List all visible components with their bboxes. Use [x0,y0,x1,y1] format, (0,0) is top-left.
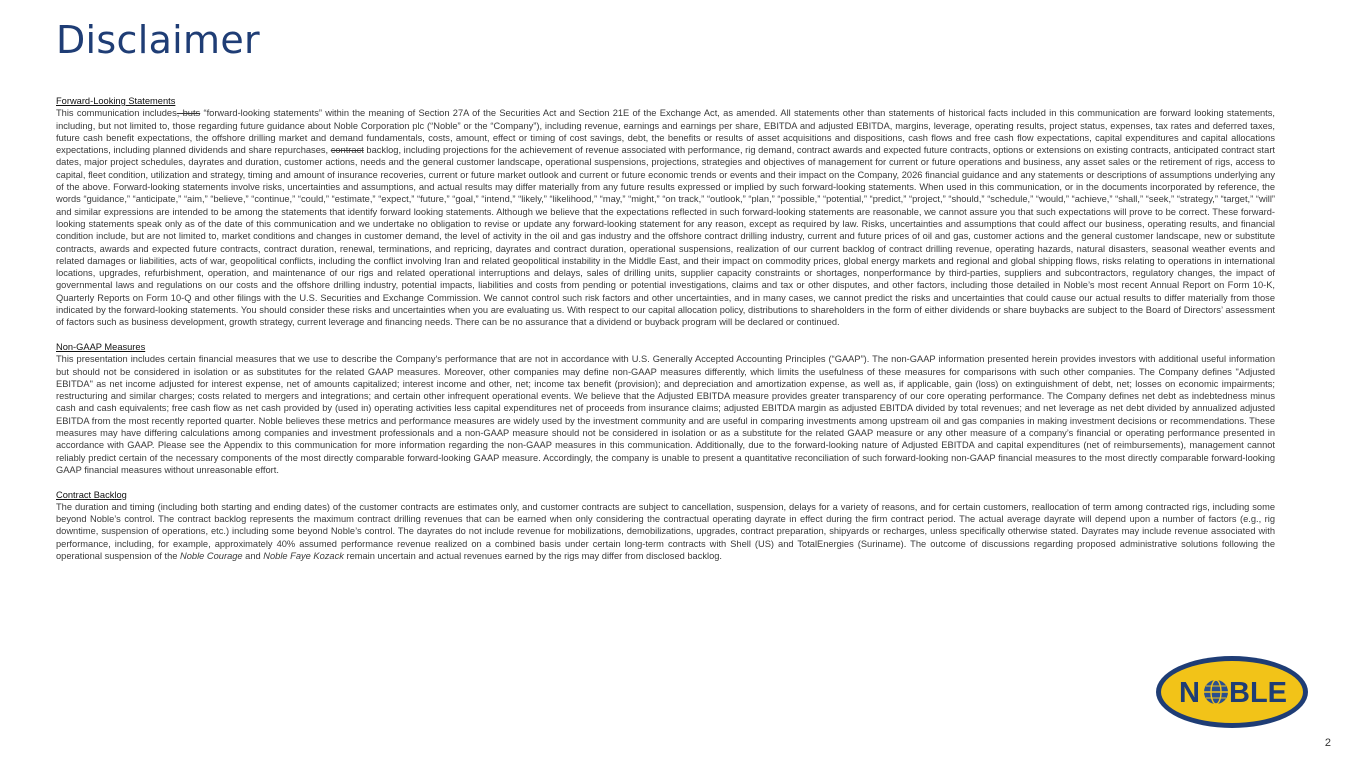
page-title: Disclaimer [56,18,260,62]
forward-looking-text-1: This communication includes [56,108,177,119]
disclaimer-content [56,95,1275,575]
logo-text-right: BLE [1229,677,1287,709]
strikethrough-text: contract [330,145,364,156]
contract-backlog-body [56,501,1275,562]
contract-backlog-text-2: remain uncertain and actual revenues earned by the rigs may differ from disclosed backlog. [343,550,723,561]
forward-looking-body [56,107,1275,328]
conjunction-text: and [242,550,264,561]
page-number: 2 [1324,737,1331,749]
contract-backlog-heading: Contract Backlog [56,489,127,500]
forward-looking-heading: Forward-Looking Statements [56,96,176,106]
forward-looking-text-3: backlog, including projections for the achievement of revenue associated with performance, rig demand, contract awards and expected future contracts, options or extensions on existing contracts, anticipated contract start dates, major project schedules, dayrates and duration, customer actions, needs and the general customer landscape, operational suspensions, projections, strategies and objectives of management for current or future operations and business, any asset sales or the retirement of rigs, access to capital, fleet condition, utilization and strategy, timing and amount of insurance recoveries, current or future market outlook and current or future economic trends or events and their impact on the Company, 2026 financial guidance and any statements or descriptions of assumptions underlying any of the above. Forward-looking statements involve risks, uncertainties and assumptions, and actual results may differ materially from any future results expressed or implied by such forward-looking statements. When used in this communication, or in the documents incorporated by reference, the words “guidance,” “anticipate,” “aim,” “believe,” “continue,” “could,” “estimate,” “expect,” “future,” “goal,” “intend,” “likely,” “likelihood,” “may,” “might,” “on track,” “outlook,” “plan,” “possible,” “potential,” “predict,” “project,” “should,” “schedule,” “would,” “achieve,” “shall,” “seek,” “strategy,” “target,” “will” and similar expressions are intended to be among the statements that identify forward looking statements. Although we believe that the expectations reflected in such forward-looking statements are reasonable, we cannot assure you that such expectations will prove to be correct. These forward-looking statements speak only as of the date of this communication and we undertake no obligation to revise or update any forward-looking statement for any reason, except as required by law. Risks, uncertainties and assumptions that could affect our business, operating results, and financial condition include, but are not limited to, market conditions and changes in customer demand, the level of activity in the oil and gas industry and the offshore contract drilling industry, current and future prices of oil and gas, customer actions and the general customer landscape, new or substitute contracts, awards and expected future contracts, contract duration, renewal, terminations, and repricing, dayrates and contract duration, operational suspensions, realization of our current backlog of contract drilling revenue, operating hazards, natural disasters, seasonal weather events and related damages or liabilities, acts of war, geopolitical conflicts, including the conflict involving Iran and related geopolitical instability in the Middle East, and their impact on commodity prices, global energy markets and regional and global shipping flows, risks relating to operations in international locations, upgrades, refurbishment, operation, and maintenance of our rigs and related operational interruptions and delays, sales of drilling units, supplier capacity constraints or shortages, nonperformance by third-parties, suppliers and subcontractors, regulatory changes, the impact of governmental laws and regulations on our costs and the offshore drilling industry, potential impacts, liabilities and costs from pending or potential investigations, claims and tax or other disputes, and other factors, including those detailed in Noble’s most recent Annual Report on Form 10-K, Quarterly Reports on Form 10-Q and other filings with the U.S. Securities and Exchange Commission. We cannot control such risk factors and other uncertainties, and in many cases, we cannot predict the risks and uncertainties that could cause our actual results to differ materially from those indicated by the forward-looking statements. You should consider these risks and uncertainties when you are evaluating us. With respect to our capital allocation policy, distributions to shareholders in the form of either dividends or share buybacks are subject to the Board of Directors’ assessment of factors such as business development, growth strategy, current leverage and financing needs. There can be no assurance that a dividend or buyback program will be declared or continued. [56,145,1275,328]
forward-looking-text-2: “forward-looking statements” within the meaning of Section 27A of the Securities Act and Section 21E of the Exchange Act, as amended. All statements other than statements of historical facts included in this communication are forward looking statements, including, but not limited to, those regarding future guidance about Noble Corporation plc (“Noble” or the “Company”), including revenue, earnings and earnings per share, EBITDA and adjusted EBITDA, margins, leverage, operating results, project status, expenses, tax rates and deferred taxes, future cash benefit expectations, the offshore drilling market and demand fundamentals, costs, amount, effect or timing of cost savings, debt, the benefits or results of asset acquisitions and dispositions, cash flows and free cash flow expectations, capital expenditures and capital allocations expectations, including planned dividends and share repurchases, [56,108,1275,156]
noble-logo [1155,655,1309,729]
logo-text-left: N [1179,677,1200,709]
rig-name: Noble Courage [180,550,243,561]
globe-icon [1204,680,1228,704]
non-gaap-heading: Non-GAAP Measures [56,341,146,352]
non-gaap-body: This presentation includes certain financial measures that we use to describe the Company's performance that are not in accordance with U.S. Generally Accepted Accounting Principles (“GAAP”). The non-GAAP information presented herein provides investors with additional useful information but should not be considered in isolation or as substitutes for the related GAAP measures. Moreover, other companies may define non-GAAP measures differently, which limits the usefulness of these measures for comparisons with such other companies. The Company defines "Adjusted EBITDA" as net income adjusted for interest expense, net of amounts capitalized; interest income and other, net; income tax benefit (provision); and depreciation and amortization expense, as well as, if applicable, gain (loss) on extinguishment of debt, net; losses on economic impairments; restructuring and similar charges; costs related to mergers and integrations; and certain other infrequent operational events. We believe that the Adjusted EBITDA measure provides greater transparency of our core operating performance. The Company defines net debt as indebtedness minus cash and cash equivalents; free cash flow as net cash provided by (used in) operating activities less capital expenditures net of proceeds from insurance claims; adjusted EBITDA margin as adjusted EBITDA divided by total revenues; and net leverage as net debt divided by annualized adjusted EBITDA from the most recently reported quarter. Noble believes these metrics and performance measures are widely used by the investment community and are useful in comparing investments among upstream oil and gas companies in making investment decisions or recommendations. These measures may have differing calculations among companies and investment professionals and a non-GAAP measure should not be considered in isolation or as a substitute for the related GAAP measure or any other measure of a company’s financial or operating performance presented in accordance with GAAP. Please see the Appendix to this communication for more information regarding the non-GAAP measures in this communication. Additionally, due to the forward-looking nature of Adjusted EBITDA and capital expenditures (net of reimbursements), management cannot reliably predict certain of the necessary components of the most directly comparable forward-looking GAAP measure. Accordingly, the company is unable to present a quantitative reconciliation of such forward-looking non-GAAP financial measures to the most directly comparable forward-looking GAAP financial measures without unreasonable effort. [56,354,1275,475]
strikethrough-text: , buts [176,108,201,119]
rig-name: Noble Faye Kozack [263,550,344,561]
contract-backlog-text-1: The duration and timing (including both starting and ending dates) of the customer contracts are estimates only, and customer contracts are subject to cancellation, suspension, delays for a variety of reasons, and for certain customers, reallocation of term among contracted rigs, including some beyond Noble’s control. The contract backlog represents the maximum contract drilling revenues that can be earned when only considering the contractual operating dayrate in effect during the firm contract period. The actual average dayrate will depend upon a number of factors (e.g., rig downtime, suspension of operations, etc.) including some beyond Noble’s control. The dayrates do not include revenue for mobilizations, demobilizations, upgrades, contract preparation, shipyards or recharges, unless specifically otherwise stated. Dayrates may include revenue associated with performance, including, for example, approximately 40% assumed performance revenue realized on a combined basis under certain long-term contracts with Shell (US) and TotalEnergies (Suriname). The outcome of discussions regarding proposed administrative solutions following the operational suspension of the [56,501,1275,561]
